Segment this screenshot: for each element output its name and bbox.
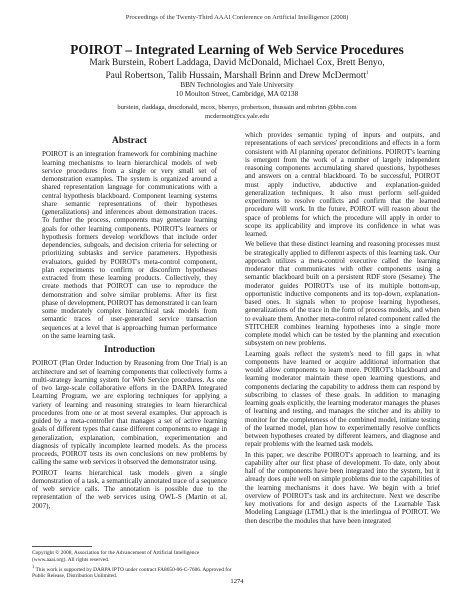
right-column: [245, 131, 440, 527]
abstract-body: [32, 150, 227, 340]
emails-line-2: mcdermott@cs.yale.edu: [205, 113, 269, 120]
footnotes: [32, 550, 232, 580]
page-number: 1274: [230, 578, 244, 585]
author-emails: [0, 103, 474, 121]
authors-line-1: Mark Burstein, Robert Laddaga, David McDonald, Michael Cox, Brett Benyo,: [89, 58, 385, 68]
author-list: [0, 58, 474, 81]
emails-line-1: burstein, rladdaga, dmcdonald, mcox, bbenyo, probertson, thussain and mbrinn @bbn.com: [117, 104, 357, 111]
running-head: Proceedings of the Twenty-Third AAAI Conference on Artificial Intelligence (2008): [125, 14, 349, 21]
body-paragraph-2: We believe that these distinct learning and reasoning processes must be strategically applied to different aspects of this learning task. Our approach utilizes a meta-control executive called the learning moderator that communicates with other components using a semantic blackboard built on a persistent RDF store (Sesame). The moderator guides POIROT's use of its multiple bottom-up, opportunistic inductive components and its top-down, explanation-based ones. It signals when to propose learning hypotheses, generalizations of the trace in the form of process models, and when to evaluate them. Another meta-control related component called the STITCHER combines learning hypotheses into a single more complete model which can be tested by the planning and execution subsystem on new problems.: [245, 240, 440, 348]
affiliation-line-2: 10 Moulton Street, Cambridge, MA 02138: [175, 90, 299, 99]
body-paragraph-3: Learning goals reflect the system's need to fill gaps in what components have learned or acquire additional information that would allow components to learn more. POIROT's blackboard and learning moderator maintain these open learning questions, and components declaring the capability to address them can respond by subscribing to classes of these goals. In addition to managing learning goals explicitly, the learning moderator manages the phases of learning and testing, and manages the stitcher and its ability to monitor for the completeness of the combined model, initiate testing of the learned model, plan how to experimentally resolve conflicts between hypotheses created by different learners, and diagnose and repair problems with the learned task models.: [245, 349, 440, 449]
funding-footnote: $^1$ This work is supported by DARPA IPTO under contract FA8650-06-C-7606. Approved for Public Release, Distribution Unlimited.: [32, 563, 232, 580]
intro-paragraph-2: POIROT learns hierarchical task models given a single demonstration of a task, a semantically annotated trace of a sequence of web service calls. The annotation is possible due to the representation of the web services using OWL-S (Martin et al. 2007),: [32, 468, 227, 510]
body-paragraph-1: which provides semantic typing of inputs and outputs, and representations of each services' preconditions and effects in a form consistent with AI planning operator definitions. POIROT's learning is emergent from the work of a number of largely independent reasoning components accumulating shared questions, hypotheses and answers on a central blackboard. To be successful, POIROT must apply inductive, abductive and explanation-guided generalization techniques. It also must perform self-guided experiments to resolve conflicts and confirm that the learned procedure will work. In the future, POIROT will reason about the space of problems for which the procedure will apply in order to scope its applicability and improve its confidence in what was learned.: [245, 131, 440, 238]
funding-footnote-marker: 1: [32, 563, 35, 569]
body-paragraph-4: In this paper, we describe POIROT's approach to learning, and its capability after our first phase of development. To date, only about half of the components have been integrated into the system, but it already does quite well on simple problems due to the capabilities of the learning mechanisms it does have. We begin with a brief overview of POIROT's task and its architecture. Next we describe key motivations for and design aspects of the Learnable Task Modeling Language (LTML) that is the interlingua of POIROT. We then describe the modules that have been integrated: [245, 450, 440, 525]
authors-line-2: Paul Robertson, Talib Hussain, Marshall Brinn and Drew McDermott$^1$: [105, 70, 369, 81]
intro-paragraph-1: POIROT (Plan Order Induction by Reasoning from One Trial) is an architecture and set of learning components that collectively forms a multi-strategy learning system for Web Service procedures. As one of two large-scale collaborative efforts in the DARPA Integrated Learning Program, we are exploring techniques for applying a variety of learning and reasoning strategies to learn hierarchical procedures from one or at most several examples. Our approach is guided by a meta-controller that manages a set of active learning goals of different types that cause different components to engage in generalization, explanation, combination, experimentation and diagnosis of typically incomplete learned models. As the process proceeds, POIROT tests its own conclusions on new problems by calling the same web services it observed the demonstrator using.: [32, 359, 227, 467]
left-column: [32, 131, 227, 512]
introduction-heading: Introduction: [104, 345, 155, 355]
affiliation: [0, 81, 474, 100]
copyright-footnote: Copyright © 2008, Association for the Advancement of Artificial Intelligence (www.aaai.org). All rights reserved.: [32, 550, 200, 563]
author-footnote-marker: 1: [366, 70, 369, 76]
footnote-divider: [32, 546, 92, 547]
affiliation-line-1: BBN Technologies and Yale University: [180, 81, 294, 89]
abstract-paragraph: POIROT is an integration framework for combining machine learning mechanisms to learn hierarchical models of web service procedures from a single or very small set of demonstration examples. The system is organized around a shared representation language for communications with a central hypothesis blackboard. Component learning systems share semantic representations of their hypotheses (generalizations) and inferences about demonstration traces. To further the process, components may generate learning goals for other learning components. POIROT's learners or hypothesis formers develop workflows that include order dependencies, subgoals, and decision criteria for selecting or prioritizing subtasks and service parameters. Hypothesis evaluators, guided by POIROT's meta-control component, plan experiments to confirm or disconfirm hypotheses extracted from these learning products. Collectively, they create methods that POIROT can use to reproduce the demonstration and solve similar problems. After its first phase of development, POIROT has demonstrated it can learn some moderately complex hierarchical task models from semantic traces of user-generated service transaction sequences at a level that is approaching human performance on the same learning task.: [42, 150, 217, 340]
paper-title: POIROT – Integrated Learning of Web Service Procedures: [70, 42, 404, 57]
abstract-heading: Abstract: [112, 136, 147, 146]
